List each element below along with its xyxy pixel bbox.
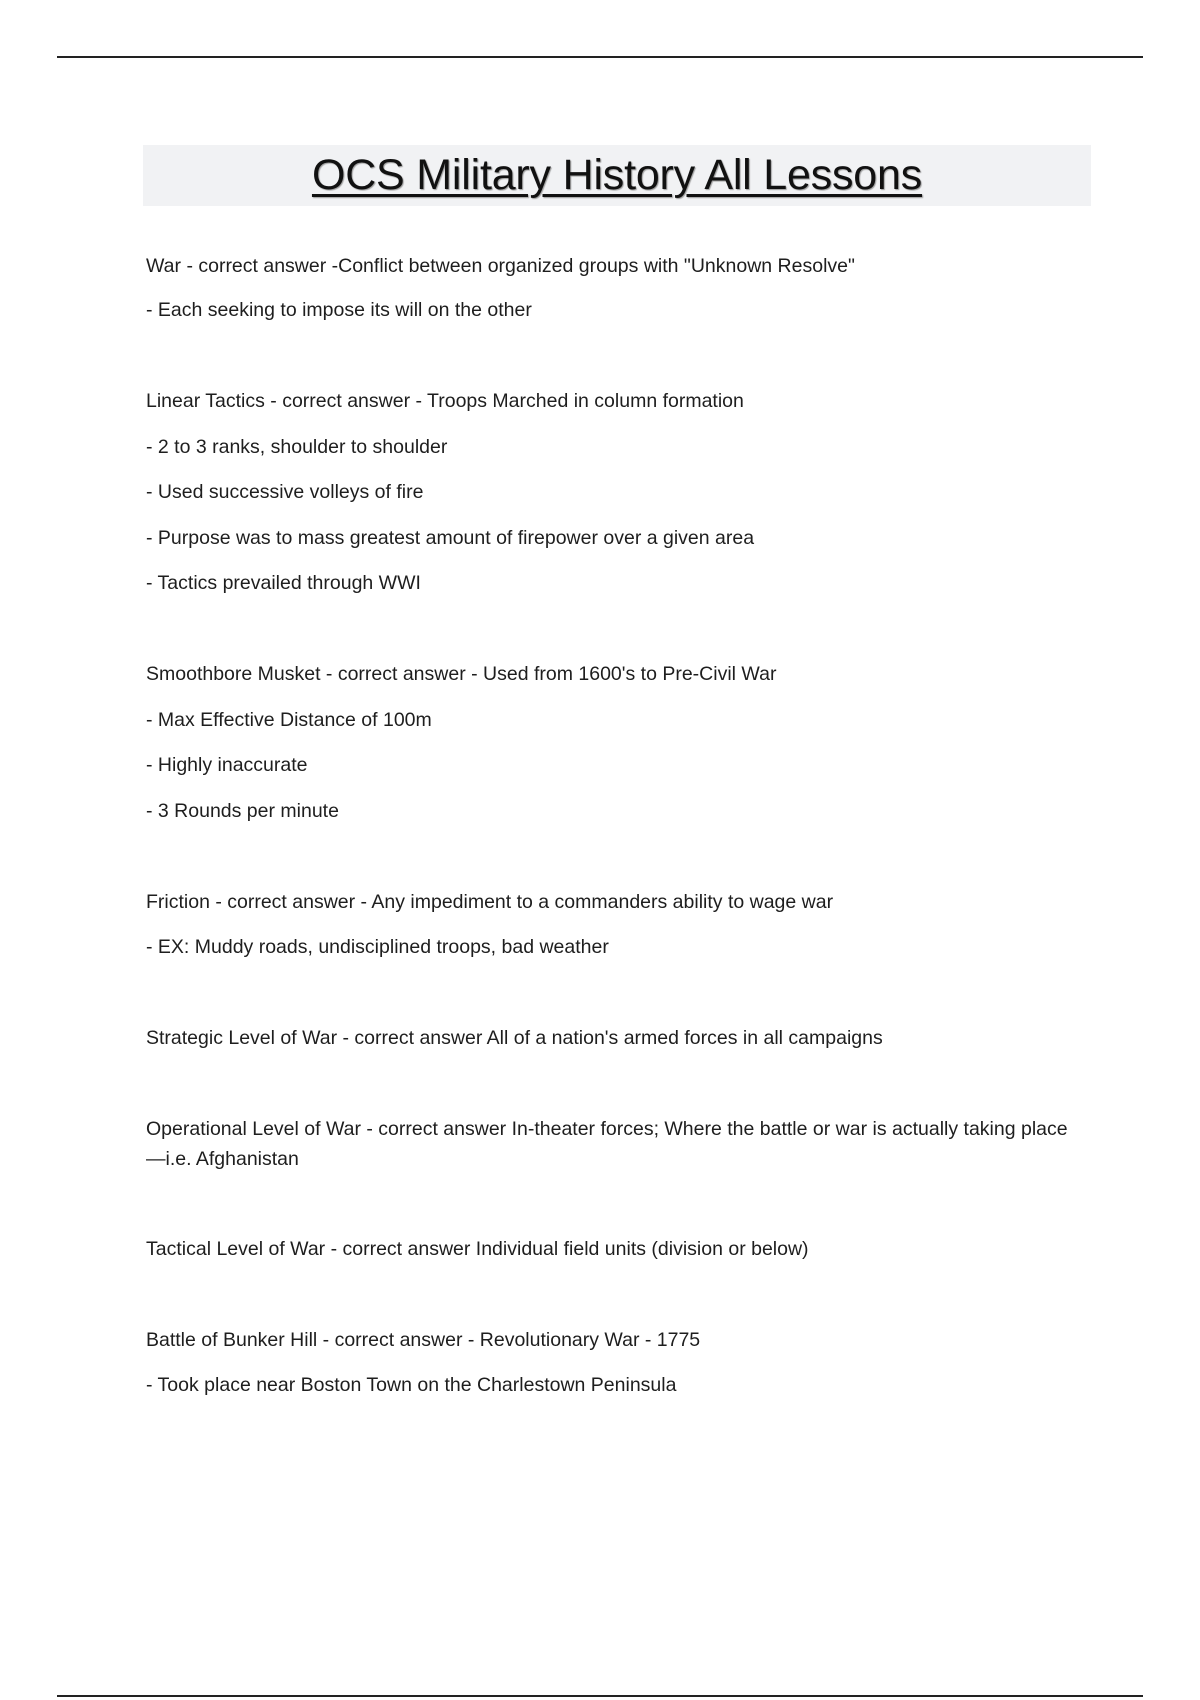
entry-linear-tactics-term: Linear Tactics - correct answer - Troops Marched in column formation — [146, 390, 744, 412]
entry-strategic-level-term: Strategic Level of War - correct answer All of a nation's armed forces in all campaigns — [146, 1027, 883, 1049]
entry-friction-term: Friction - correct answer - Any impediment to a commanders ability to wage war — [146, 891, 834, 913]
entry-bunker-hill-term: Battle of Bunker Hill - correct answer - Revolutionary War - 1775 — [146, 1329, 701, 1351]
top-rule — [57, 56, 1143, 58]
entry-linear-tactics-detail: - 2 to 3 ranks, shoulder to shoulder — [146, 436, 448, 458]
entry-smoothbore-musket-detail: - Max Effective Distance of 100m — [146, 709, 432, 731]
entry-linear-tactics-detail: - Purpose was to mass greatest amount of firepower over a given area — [146, 527, 755, 549]
entry-linear-tactics-detail: - Used successive volleys of fire — [146, 481, 424, 503]
entry-war-term: War - correct answer -Conflict between organized groups with "Unknown Resolve" — [146, 255, 855, 277]
entry-tactical-level-term: Tactical Level of War - correct answer Individual field units (division or below) — [146, 1238, 809, 1260]
entry-linear-tactics-detail: - Tactics prevailed through WWI — [146, 572, 421, 594]
entry-smoothbore-musket-detail: - Highly inaccurate — [146, 754, 308, 776]
entry-operational-level-term: Operational Level of War - correct answer In-theater forces; Where the battle or war is actually taking place—i.e. Afghanistan — [146, 1118, 1068, 1170]
entry-smoothbore-musket-detail: - 3 Rounds per minute — [146, 800, 339, 822]
entry-smoothbore-musket-term: Smoothbore Musket - correct answer - Used from 1600's to Pre-Civil War — [146, 663, 777, 685]
entry-war-detail: - Each seeking to impose its will on the other — [146, 299, 532, 321]
title-banner — [143, 145, 1091, 206]
entry-bunker-hill-detail: - Took place near Boston Town on the Charlestown Peninsula — [146, 1374, 677, 1396]
bottom-rule — [57, 1695, 1143, 1697]
document-title: OCS Military History All Lessons — [311, 151, 923, 199]
entry-friction-detail: - EX: Muddy roads, undisciplined troops, bad weather — [146, 936, 609, 958]
